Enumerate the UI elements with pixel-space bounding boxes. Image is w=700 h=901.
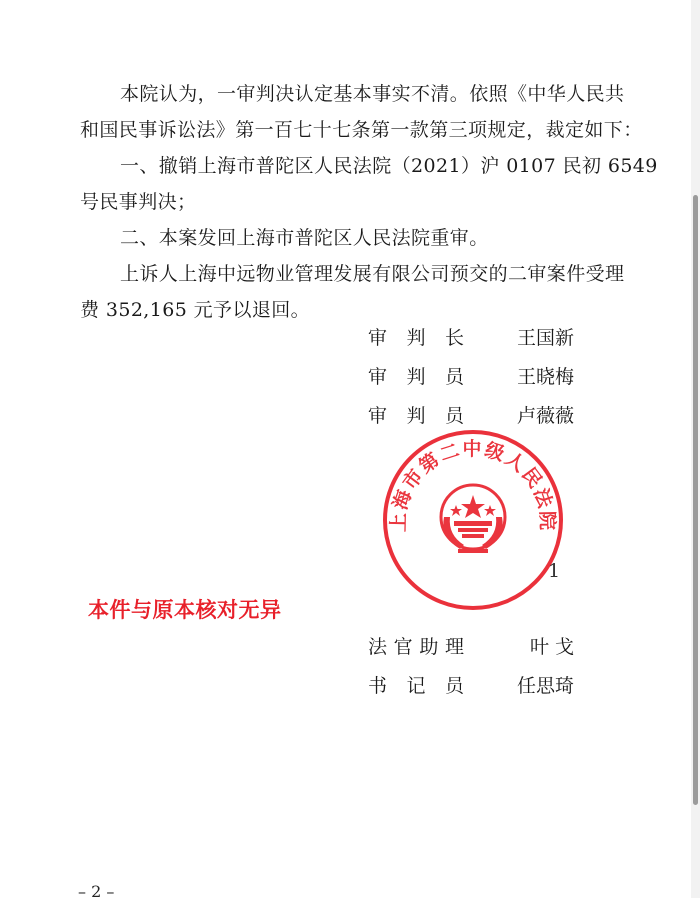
ruling-item-2 bbox=[80, 220, 616, 256]
clerk-role-2: 书记员 bbox=[368, 675, 464, 697]
scrollbar-thumb[interactable] bbox=[693, 195, 698, 805]
judge-role-3: 审判员 bbox=[368, 405, 464, 427]
clerk-name-1: 叶 戈 bbox=[529, 636, 574, 658]
judge-role-1: 审判长 bbox=[368, 327, 464, 349]
judge-name-1: 王国新 bbox=[516, 327, 574, 349]
certified-copy-stamp: 本件与原本核对无异 bbox=[88, 598, 282, 622]
ruling-item-2-line-1: 二、本案发回上海市普陀区人民法院重审。 bbox=[120, 227, 489, 249]
fee-line-1: 上诉人上海中远物业管理发展有限公司预交的二审案件受理 bbox=[120, 263, 625, 285]
svg-text:上海市第二中级人民法院: 上海市第二中级人民法院 bbox=[387, 438, 559, 533]
ruling-item-1-line-1: 一、撤销上海市普陀区人民法院（2021）沪 0107 民初 6549 bbox=[120, 155, 658, 177]
judge-role-2: 审判员 bbox=[368, 366, 464, 388]
vertical-scrollbar[interactable] bbox=[691, 0, 700, 898]
clerk-role-1: 法官助理 bbox=[368, 636, 464, 658]
clerk-name-2: 任思琦 bbox=[516, 675, 574, 697]
judge-name-3: 卢薇薇 bbox=[516, 405, 574, 427]
ruling-item-1-line-2: 号民事判决； bbox=[80, 191, 197, 213]
reasoning-paragraph bbox=[80, 76, 643, 148]
date-fragment-right: 1 bbox=[548, 560, 561, 582]
court-seal-stamp bbox=[378, 425, 568, 615]
reasoning-line-1: 本院认为，一审判决认定基本事实不清。依照《中华人民共 bbox=[120, 83, 625, 105]
reasoning-line-2: 和国民事诉讼法》第一百七十七条第一款第三项规定，裁定如下： bbox=[80, 119, 643, 141]
page-number: – 2 – bbox=[78, 882, 115, 901]
fee-paragraph bbox=[80, 256, 625, 328]
ruling-item-1 bbox=[80, 148, 658, 220]
fee-line-2: 费 352,165 元予以退回。 bbox=[80, 299, 311, 321]
judge-name-2: 王晓梅 bbox=[516, 366, 574, 388]
